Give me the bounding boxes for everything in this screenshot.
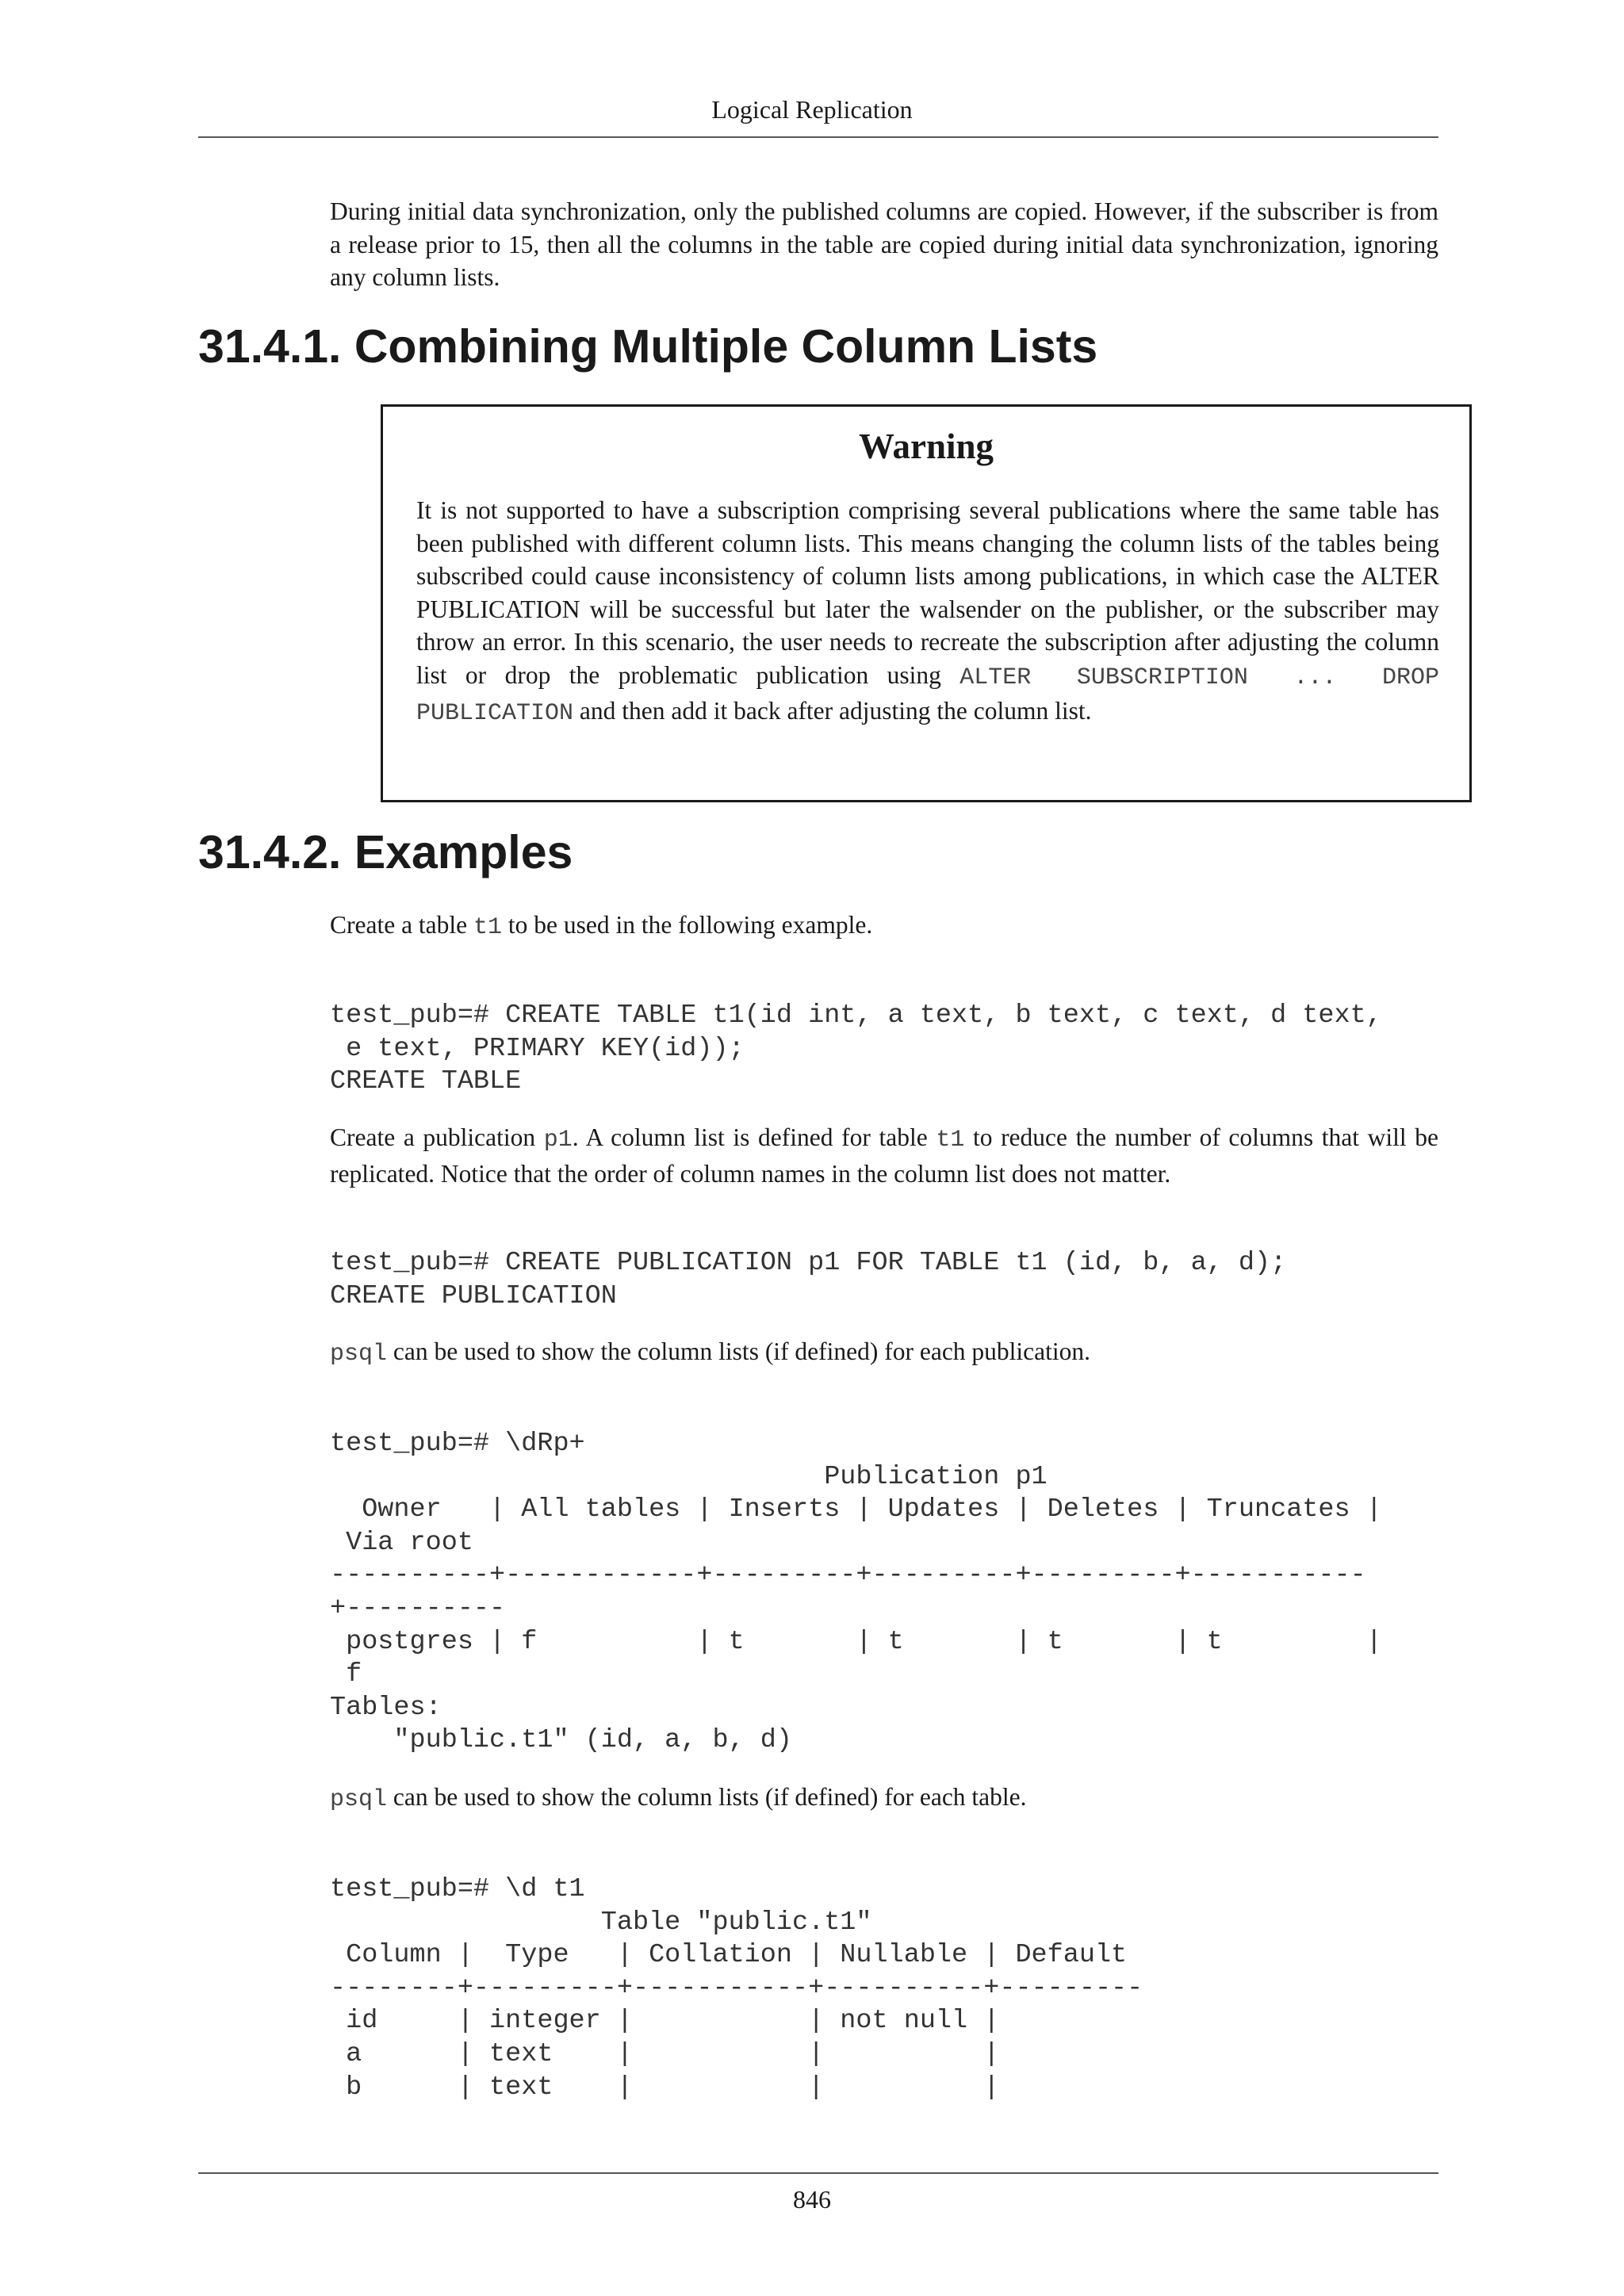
inline-code-t1: t1	[473, 914, 503, 941]
publication-paragraph	[330, 1121, 1438, 1190]
text-span: . A column list is defined for table	[572, 1123, 936, 1151]
text-span: Create a publication	[330, 1123, 544, 1151]
inline-code-psql: psql	[330, 1786, 388, 1813]
warning-text	[416, 494, 1439, 731]
inline-code-t1: t1	[936, 1127, 965, 1154]
code-block-create-table: test_pub=# CREATE TABLE t1(id int, a text, b text, c text, d text, e text, PRIMARY KEY(id)); CREATE TABLE	[330, 1001, 1382, 1097]
intro-paragraph: During initial data synchronization, only the published columns are copied. However, if the subscriber is from a release prior to 15, then all the columns in the table are copied during initial data synchronization, ignoring any column lists.	[330, 197, 1438, 291]
warning-title: Warning	[858, 427, 994, 466]
code-block-drp: test_pub=# \dRp+ Publication p1 Owner | All tables | Inserts | Updates | Deletes | Truncates | Via root ----------+------------+---------+---------+---------+----------- +---------- postgres | f | t | t | t | t | f Tables: "public.t1" (id, a, b, d)	[330, 1429, 1382, 1756]
text-span: Create a table	[330, 911, 474, 939]
header-rule	[198, 136, 1438, 138]
page-number: 846	[793, 2185, 831, 2214]
running-header: Logical Replication	[711, 95, 913, 124]
code-block-create-publication: test_pub=# CREATE PUBLICATION p1 FOR TABLE t1 (id, b, a, d); CREATE PUBLICATION	[330, 1248, 1287, 1311]
inline-code-p1: p1	[543, 1127, 573, 1154]
footer-rule	[198, 2172, 1438, 2174]
text-span: can be used to show the column lists (if defined) for each publication.	[387, 1337, 1091, 1365]
warning-code: ALTER SUBSCRIPTION ... DROP PUBLICATION	[416, 664, 1439, 727]
psql-publication-paragraph	[330, 1335, 1438, 1372]
section-title-combining: 31.4.1. Combining Multiple Column Lists	[198, 320, 1098, 373]
warning-text-after: and then add it back after adjusting the column list.	[573, 697, 1092, 725]
section-title-examples: 31.4.2. Examples	[198, 826, 573, 878]
code-block-describe-table: test_pub=# \d t1 Table "public.t1" Column | Type | Collation | Nullable | Default --------+---------+-----------+----------+--------- id | integer | | not null | a | text | | | b | text | | |	[330, 1874, 1143, 2103]
warning-text-before: It is not supported to have a subscription comprising several publications where the same table has been published with different column lists. This means changing the column lists of the tables being subscribed could cause inconsistency of column lists among publications, in which case the ALTER PUBLICATION will be successful but later the walsender on the publisher, or the subscriber may throw an error. In this scenario, the user needs to recreate the subscription after adjusting the column list or drop the problematic publication using	[416, 496, 1439, 689]
text-span: can be used to show the column lists (if defined) for each table.	[387, 1783, 1027, 1811]
psql-table-paragraph	[330, 1781, 1438, 1817]
text-span: to be used in the following example.	[502, 911, 873, 939]
example-intro-paragraph	[330, 909, 1438, 945]
text-span: to reduce the number of columns that will be replicated. Notice that the order of column names in the column list does not matter.	[330, 1123, 1439, 1188]
inline-code-psql: psql	[330, 1341, 388, 1368]
warning-box	[381, 404, 1472, 802]
